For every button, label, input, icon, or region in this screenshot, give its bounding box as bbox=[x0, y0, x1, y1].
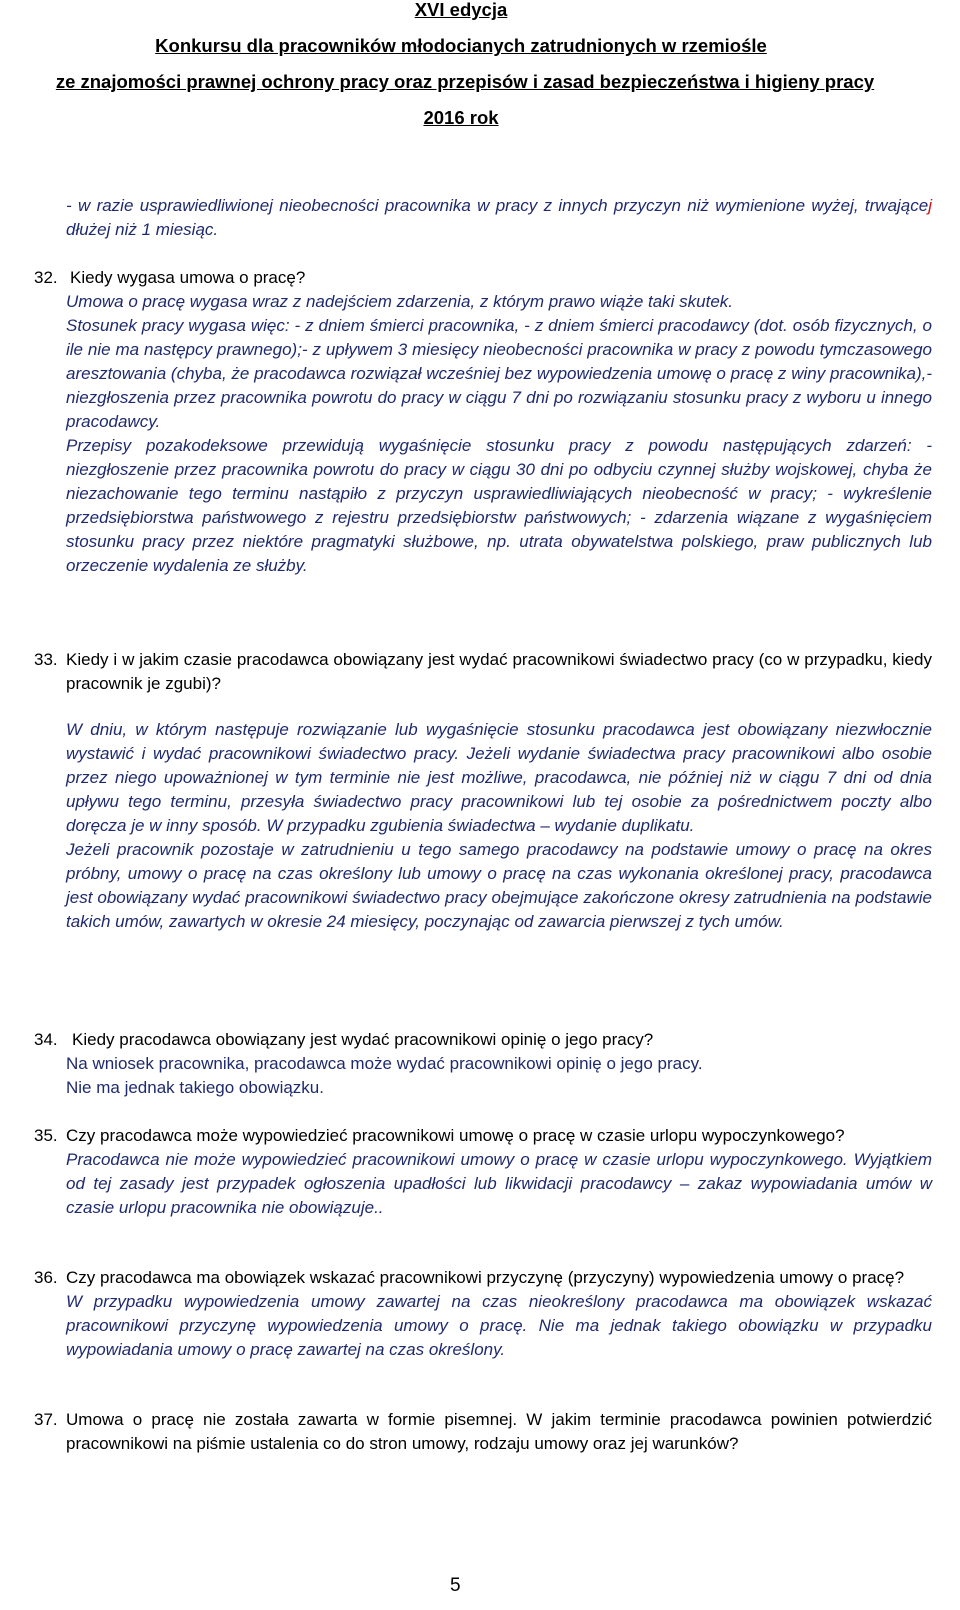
answer-33-paragraph-2: Jeżeli pracownik pozostaje w zatrudnieniu u tego samego pracodawcy na podstawie umowy o pracę na okres próbny, umowy o pracę na czas określony lub umowy o pracę na czas wykonania określonej pracy, pracodawca jest obowiązany wydać pracownikowi świadectwo pracy obejmujące zakończone okresy zatrudnienia na podstawie takich umów, zawartych w okresie 24 miesięcy, poczynając od zawarcia pierwszej z tych umów. bbox=[66, 840, 932, 931]
question-36 bbox=[66, 1266, 932, 1362]
answer-32-paragraph-2: Stosunek pracy wygasa więc: - z dniem śmierci pracownika, - z dniem śmierci pracodawcy (dot. osób fizycznych, o ile nie ma następcy prawnego);- z upływem 3 miesięcy nieobecności pracownika w pracy z powodu tymczasowego aresztowania (chyba, że pracodawca rozwiązał wcześniej bez wypowiedzenia umowę o pracę z winy pracownika),- niezgłoszenia przez pracownika powrotu do pracy w ciągu 7 dni po rozwiązaniu stosunku pracy z wyboru u innego pracodawcy. bbox=[66, 316, 932, 431]
contest-subtitle: ze znajomości prawnej ochrony pracy oraz przepisów i zasad bezpieczeństwa i higieny pracy bbox=[55, 71, 875, 92]
question-number-36: 36. bbox=[34, 1268, 58, 1287]
question-number-35: 35. bbox=[34, 1126, 58, 1145]
intro-paragraph bbox=[66, 194, 932, 242]
question-number-37: 37. bbox=[34, 1410, 58, 1429]
answer-32-line-1: Umowa o pracę wygasa wraz z nadejściem zdarzenia, z którym prawo wiąże taki skutek. bbox=[66, 292, 734, 311]
question-number-32: 32. bbox=[34, 268, 58, 287]
question-32 bbox=[66, 266, 932, 578]
edition-title: XVI edycja bbox=[414, 0, 508, 20]
question-33-text: Kiedy i w jakim czasie pracodawca obowiązany jest wydać pracownikowi świadectwo pracy (co w przypadku, kiedy pracownik je zgubi)? bbox=[66, 650, 932, 693]
question-37 bbox=[66, 1408, 932, 1456]
question-35 bbox=[66, 1124, 932, 1220]
year-title: 2016 rok bbox=[423, 107, 499, 128]
question-37-text: Umowa o pracę nie została zawarta w formie pisemnej. W jakim terminie pracodawca powinien potwierdzić pracownikowi na piśmie ustalenia co do stron umowy, rodzaju umowy oraz jej warunków? bbox=[66, 1410, 932, 1453]
intro-text-2: dłużej niż 1 miesiąc. bbox=[66, 220, 219, 239]
question-34 bbox=[66, 1028, 932, 1100]
question-34-text: Kiedy pracodawca obowiązany jest wydać pracownikowi opinię o jego pracy? bbox=[72, 1030, 654, 1049]
answer-34-line-2: Nie ma jednak takiego obowiązku. bbox=[66, 1078, 324, 1097]
intro-text-1: - w razie usprawiedliwionej nieobecności pracownika w pracy z innych przyczyn niż wymienione wyżej, trwające bbox=[66, 196, 929, 215]
contest-title: Konkursu dla pracowników młodocianych zatrudnionych w rzemiośle bbox=[155, 35, 767, 56]
question-36-text: Czy pracodawca ma obowiązek wskazać pracownikowi przyczynę (przyczyny) wypowiedzenia umowy o pracę? bbox=[66, 1268, 905, 1287]
question-33 bbox=[66, 648, 932, 934]
page-number: 5 bbox=[450, 1575, 461, 1596]
answer-33-paragraph-1: W dniu, w którym następuje rozwiązanie lub wygaśnięcie stosunku pracodawca jest obowiązany niezwłocznie wystawić i wydać pracownikowi świadectwo pracy. Jeżeli wydanie świadectwa pracy pracownikowi albo osobie przez niego upoważnionej w tym terminie nie jest możliwe, pracodawca, nie później niż w ciągu 7 dni od dnia upływu tego terminu, przesyła świadectwo pracy pracownikowi lub tej osobie za pośrednictwem poczty albo doręcza je w inny sposób. W przypadku zgubienia świadectwa – wydanie duplikatu. bbox=[66, 720, 932, 835]
answer-32-paragraph-3: Przepisy pozakodeksowe przewidują wygaśnięcie stosunku pracy z powodu następujących zdarzeń: -niezgłoszenie przez pracownika powrotu do pracy w ciągu 30 dni po odbyciu czynnej służby wojskowej, chyba że niezachowanie tego terminu nastąpiło z przyczyn usprawiedliwiających nieobecność w pracy; - wykreślenie przedsiębiorstwa państwowego z rejestru przedsiębiorstw państwowych; - zdarzenia wiązane z wygaśnięciem stosunku pracy przez niektóre pragmatyki służbowe, np. utrata obywatelstwa polskiego, praw publicznych lub orzeczenie wydalenia ze służby. bbox=[66, 436, 932, 575]
question-number-34: 34. bbox=[34, 1030, 58, 1049]
question-number-33: 33. bbox=[34, 650, 58, 669]
answer-34-line-1: Na wniosek pracownika, pracodawca może wydać pracownikowi opinię o jego pracy. bbox=[66, 1054, 703, 1073]
answer-35-paragraph: Pracodawca nie może wypowiedzieć pracownikowi umowy o pracę w czasie urlopu wypoczynkowego. Wyjątkiem od tej zasady jest przypadek ogłoszenia upadłości lub likwidacji pracodawcy – zakaz wypowiadania umów w czasie urlopu pracownika nie obowiązuje.. bbox=[66, 1150, 932, 1217]
question-32-text: Kiedy wygasa umowa o pracę? bbox=[70, 268, 306, 287]
answer-36-paragraph: W przypadku wypowiedzenia umowy zawartej na czas nieokreślony pracodawca ma obowiązek wskazać pracownikowi przyczynę wypowiedzenia umowy o pracę. Nie ma jednak takiego obowiązku w przypadku wypowiadania umowy o pracę zawartej na czas określony. bbox=[66, 1292, 932, 1359]
intro-highlight: j bbox=[928, 196, 932, 215]
question-35-text: Czy pracodawca może wypowiedzieć pracownikowi umowę o pracę w czasie urlopu wypoczynkowego? bbox=[66, 1126, 845, 1145]
